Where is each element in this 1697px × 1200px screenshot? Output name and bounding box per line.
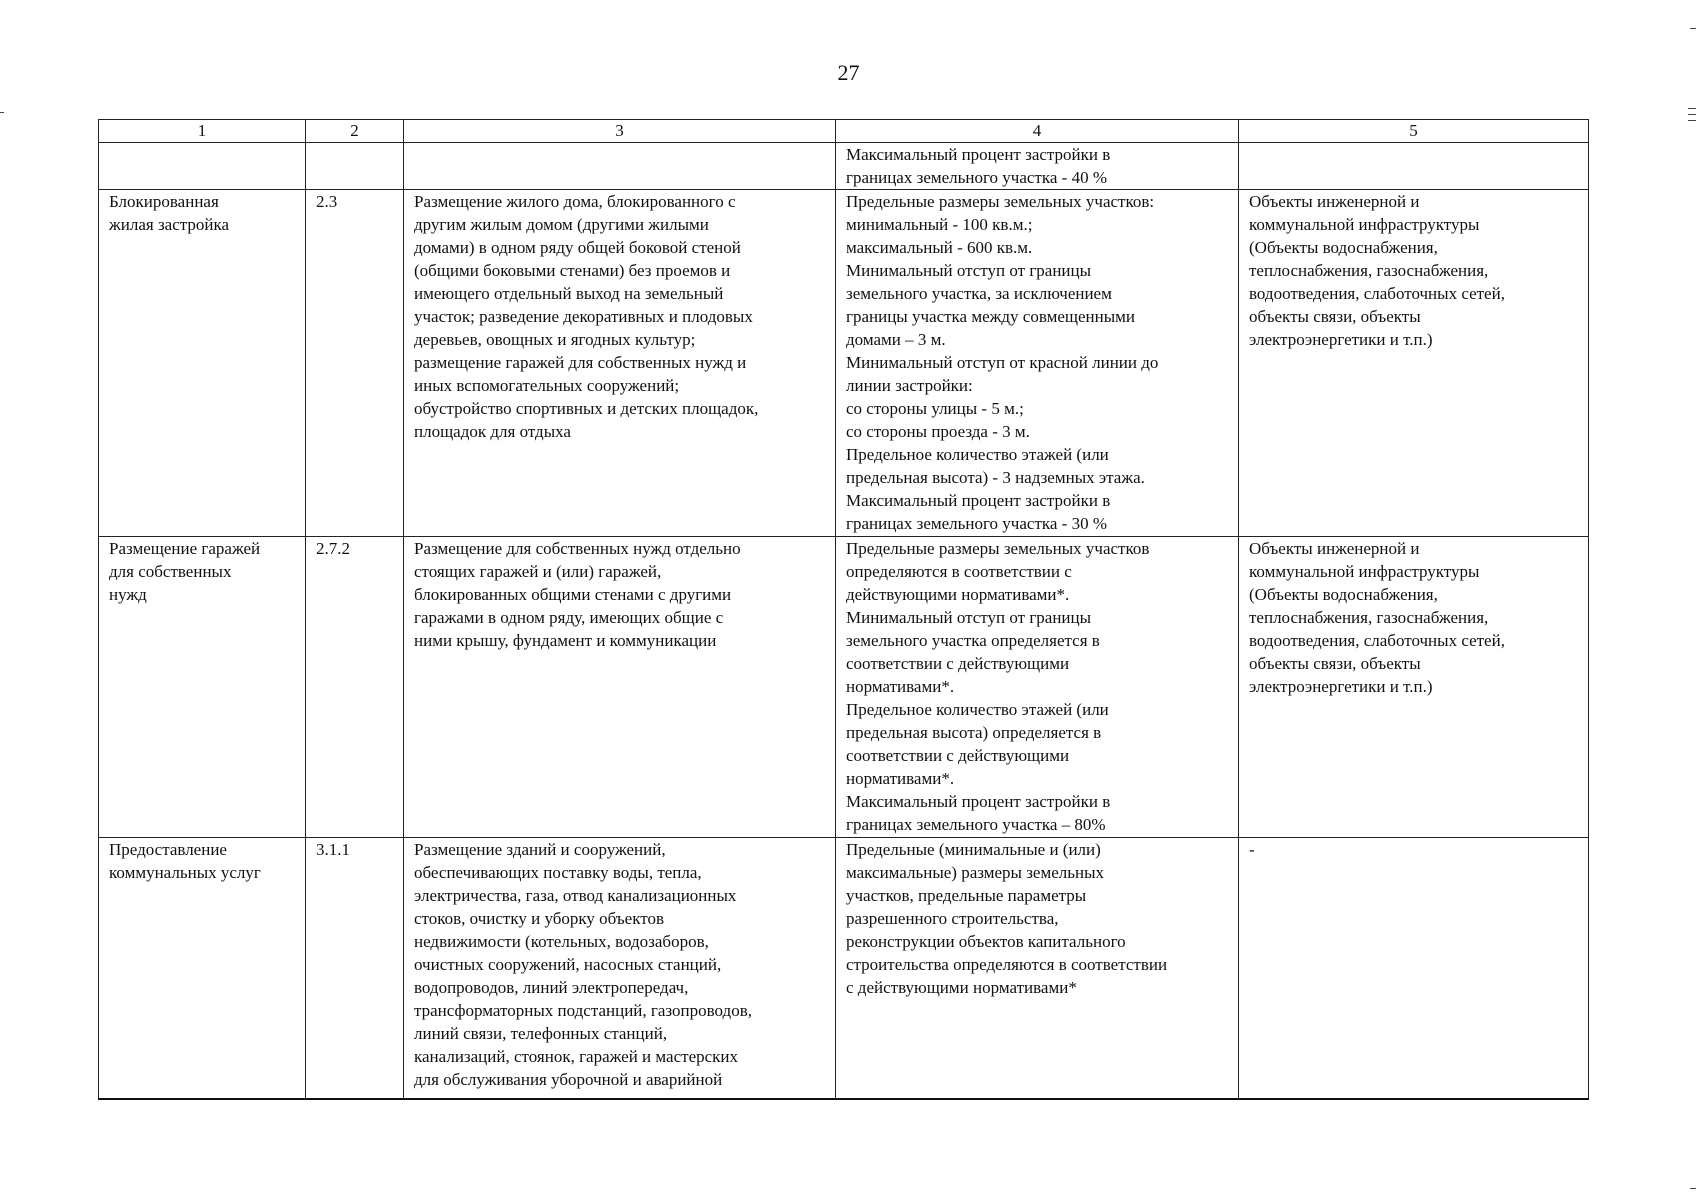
scan-edge-mark [1690, 1188, 1696, 1189]
limit-parameters-cell: Предельные размеры земельных участков определяются в соответствии с действующими нормативами*. Минимальный отступ от границы земельного участка определяется в соответствии с действующими нормативами*. Предельное количество этажей (или предельная высота) определяется в соответствии с действующими нормативами*. Максимальный процент застройки в границах земельного участка – 80% [836, 537, 1239, 838]
limit-parameters-cell: Предельные размеры земельных участков: минимальный - 100 кв.м.; максимальный - 600 кв.м. Минимальный отступ от границы земельного участка, за исключением границы участка между совмещенными домами – 3 м. Минимальный отступ от красной линии до линии застройки: со стороны улицы - 5 м.; со стороны проезда - 3 м. Предельное количество этажей (или предельная высота) - 3 надземных этажа. Максимальный процент застройки в границах земельного участка - 30 % [836, 190, 1239, 537]
column-number-row [99, 120, 1589, 143]
table-row [99, 838, 1589, 1100]
land-use-table [98, 119, 1589, 1100]
table-row [99, 537, 1589, 838]
scan-edge-mark [1688, 108, 1696, 109]
column-number-cell: 1 [99, 120, 306, 143]
use-type-name-cell [99, 143, 306, 190]
column-number-cell: 5 [1239, 120, 1589, 143]
infrastructure-objects-cell: - [1239, 838, 1589, 1100]
use-type-name-cell: Размещение гаражей для собственных нужд [99, 537, 306, 838]
use-code-cell: 3.1.1 [306, 838, 404, 1100]
scan-edge-mark [1688, 120, 1696, 121]
infrastructure-objects-cell: Объекты инженерной и коммунальной инфраструктуры (Объекты водоснабжения, теплоснабжения, газоснабжения, водоотведения, слаботочных сетей, объекты связи, объекты электроэнергетики и т.п.) [1239, 537, 1589, 838]
use-type-name-cell: Блокированная жилая застройка [99, 190, 306, 537]
limit-parameters-cell: Предельные (минимальные и (или) максимальные) размеры земельных участков, предельные параметры разрешенного строительства, реконструкции объектов капитального строительства определяются в соответствии с действующими нормативами* [836, 838, 1239, 1100]
use-description-cell: Размещение жилого дома, блокированного с другим жилым домом (другими жилыми домами) в одном ряду общей боковой стеной (общими боковыми стенами) без проемов и имеющего отдельный выход на земельный участок; разведение декоративных и плодовых деревьев, овощных и ягодных культур; размещение гаражей для собственных нужд и иных вспомогательных сооружений; обустройство спортивных и детских площадок, площадок для отдыха [404, 190, 836, 537]
column-number-cell: 2 [306, 120, 404, 143]
table-row [99, 190, 1589, 537]
page-number: 27 [837, 60, 860, 85]
scan-edge-mark [1690, 28, 1696, 29]
use-code-cell: 2.3 [306, 190, 404, 537]
table-row [99, 143, 1589, 190]
use-type-name-cell: Предоставление коммунальных услуг [99, 838, 306, 1100]
column-number-cell: 4 [836, 120, 1239, 143]
use-code-cell: 2.7.2 [306, 537, 404, 838]
use-description-cell [404, 143, 836, 190]
use-description-cell: Размещение зданий и сооружений, обеспечивающих поставку воды, тепла, электричества, газа, отвод канализационных стоков, очистку и уборку объектов недвижимости (котельных, водозаборов, очистных сооружений, насосных станций, водопроводов, линий электропередач, трансформаторных подстанций, газопроводов, линий связи, телефонных станций, канализаций, стоянок, гаражей и мастерских для обслуживания уборочной и аварийной [404, 838, 836, 1100]
scan-edge-mark [0, 112, 4, 113]
scan-edge-mark [1688, 114, 1696, 115]
column-number-cell: 3 [404, 120, 836, 143]
infrastructure-objects-cell: Объекты инженерной и коммунальной инфраструктуры (Объекты водоснабжения, теплоснабжения, газоснабжения, водоотведения, слаботочных сетей, объекты связи, объекты электроэнергетики и т.п.) [1239, 190, 1589, 537]
infrastructure-objects-cell [1239, 143, 1589, 190]
use-description-cell: Размещение для собственных нужд отдельно стоящих гаражей и (или) гаражей, блокированных общими стенами с другими гаражами в одном ряду, имеющих общие с ними крышу, фундамент и коммуникации [404, 537, 836, 838]
use-code-cell [306, 143, 404, 190]
limit-parameters-cell: Максимальный процент застройки в границах земельного участка - 40 % [836, 143, 1239, 190]
